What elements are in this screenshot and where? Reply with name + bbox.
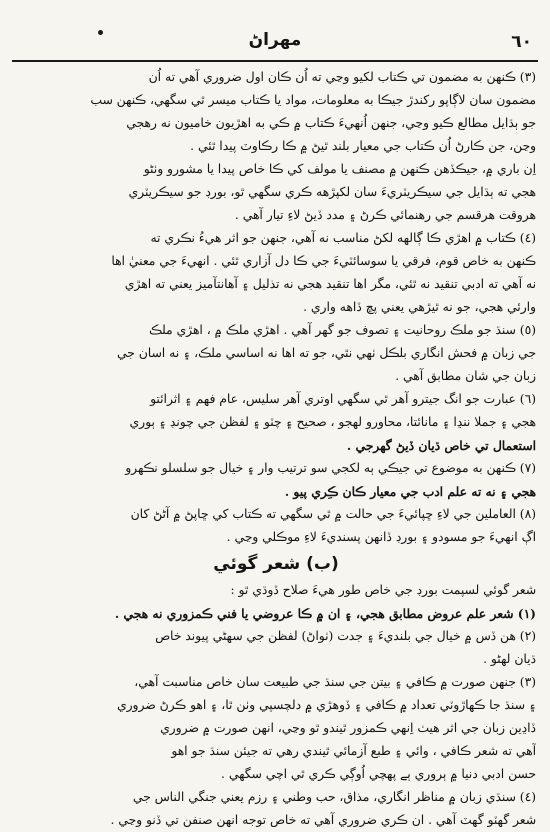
section-b <box>16 579 536 832</box>
text-line: (٣) جنهن صورت ۾ ڪافي ۽ بيتن جي سنڌ جي طبيعت سان خاص مناسبت آهي، <box>134 675 536 689</box>
text-line: ۽ سنڌ جا ڪهاڙوٽي تعداد ۾ ڪافي ۽ ڏوهڙي ۾ دلچسپي وٺن ٿا، ۽ اهو ڪرڻ ضروري <box>116 698 536 712</box>
text-line: آهي ته شعر ڪافي ، وائي ۽ طبع آزمائي ٿيندي رهي ته جيئن سنڌ جو اهو <box>171 744 536 758</box>
text-line: (٦) عبارت جو انگ جيترو آهر ٿي سگهي اوتري آهر سليس، عام فهم ۽ اثرائتو <box>150 392 536 406</box>
running-title: مهراڻ <box>248 30 302 50</box>
body-text <box>16 66 536 832</box>
text-line: استعمال تي خاص ڌيان ڏيڻ گهرجي . <box>346 438 536 453</box>
text-line: جو ٻڌايل مطالع ڪيو وڃي، جنهن اُنهيءَ ڪتاب ۾ ڪي به اهڙيون خاميون نه رهجي <box>126 116 536 130</box>
section-a <box>16 66 536 549</box>
text-line: (٤) سنڌي زبان ۾ مناظر انگاري، مذاق، حب وطني ۽ رزم يعني جنگي الناس جي <box>132 790 536 804</box>
text-line: ڌيان لهڻو . <box>483 652 536 666</box>
text-line: (٣) ڪنهن به مضمون تي ڪتاب لکيو وڃي ته اُن ڪان اول ضروري آهي ته اُن <box>148 70 536 84</box>
header-dot <box>98 30 103 35</box>
text-line: جي زبان ۾ فحش انگاري بلڪل ٺهي نٿي، جو ته اها نه اساسي ملڪ، ۽ نه اسان جي <box>116 346 536 360</box>
page-number: ٦٠ <box>511 32 532 52</box>
text-line: شعر گوئي لسپمت بورڊ جي خاص طور هيءَ صلاح ڏوڌي ٿو : <box>230 583 536 597</box>
text-line: (٤) ڪتاب ۾ اهڙي ڪا ڳالهه لکڻ مناسب نه آهي، جنهن جو اثر هيءُ نڪري ته <box>150 231 536 245</box>
text-line: وڃن، جن ڪارڻ اُن ڪتاب جي معيار بلند ٿيڻ ۾ ڪا رڪاوٽ پيدا ٿئي . <box>190 139 536 153</box>
text-line: (١) شعر علم عروض مطابق هجي، ۽ ان ۾ ڪا عروضي يا فني ڪمزوري نه هجي . <box>114 606 536 621</box>
page-header <box>12 20 538 62</box>
text-line: اڳ انهيءَ جو مسودو ۽ بورڊ ڏانهن پسنديءَ لاءِ موڪلي وڃي . <box>226 530 536 544</box>
text-line: هجي ته ٻڌايل جي سيڪريٽريءَ سان لکپڙهه ڪري سگهي ٿو، بورڊ جو سيڪريٽري <box>128 185 536 199</box>
text-line: ڪنهن به خاص قوم، فرقي يا سوسائٽيءَ جي ڪا دل آزاري ٿئي . انهيءَ جي معنيٰ اها <box>111 254 536 268</box>
text-line: مضمون سان لاڳاپو رکندڙ جيڪا به معلومات، مواد يا ڪتاب ميسر ٿي سگهي، ڪنهن سب <box>90 93 536 107</box>
text-line: (٢) هن ڏس ۾ خيال جي بلنديءَ ۽ جدت (ٺواڻ) لفظن جي سهڻي پيوند خاص <box>155 629 536 643</box>
text-line: نه آهي ته ادبي تنقيد نه ٿئي، مگر اها تنقيد هجي نه تذليل ۽ آهانتآميز يعني ته اهڙي <box>124 277 536 291</box>
text-line: هجي ۽ جملا ننڍا ۽ مانائتا، محاورو لهجو ، صحيح ۽ چٽو ۽ لفظن جي چونڊ ۽ ٻوري <box>129 415 536 429</box>
text-line: (٥) سنڌ جو ملڪ روحانيت ۽ تصوف جو گهر آهي . اهڙي ملڪ ۾ ، اهڙي ملڪ <box>149 323 536 337</box>
text-line: زبان جي شان مطابق آهي . <box>395 369 536 383</box>
text-line: اِن باري ۾، جيڪڏهن ڪنهن ۾ مصنف يا مولف کي ڪا خاص پيدا يا مشورو وٺڻو <box>143 162 536 176</box>
text-line: هجي ۽ نه ته علم ادب جي معيار ڪان ڪِري پيو . <box>284 484 536 499</box>
text-line: شعر گهٽو گهٽ آهي . ان ڪري ضروري آهي ته خاص توجه انهن صنفن تي ڏنو وڃي . <box>110 813 536 827</box>
text-line: (٧) ڪنهن به موضوع تي جيڪي ٻه لکجي سو ترتيب وار ۽ خيال جو سلسلو نڪهرو <box>125 461 536 475</box>
text-line: ڏاڍين زبان جي اثر هيٺ اِنهي ڪمزور ٿيندو ٿو وڃي، انهن صورت ۾ ضروري <box>160 721 536 735</box>
text-line: (٨) العاملين جي لاءِ ڇپائيءَ جي حالت ۾ ٿي سگهي ته ڪتاب کي ڇاپڻ ۾ آڻڻ کان <box>130 507 536 521</box>
text-line: هروقت هرقسم جي رهنمائي ڪرڻ ۽ مدد ڏيڻ لاءِ تيار آهي . <box>234 208 536 222</box>
text-line: وارئي هجي، جو نه ٿيڙهي يعني پڇ ڏاهه واري . <box>303 300 536 314</box>
text-line: حسن ادبي دنيا ۾ ٻروري ٻے پهچي اُوڳي ڪري ٿي اچي سگهي . <box>221 767 536 781</box>
section-heading: (ب) شعر گوئي <box>213 554 339 574</box>
